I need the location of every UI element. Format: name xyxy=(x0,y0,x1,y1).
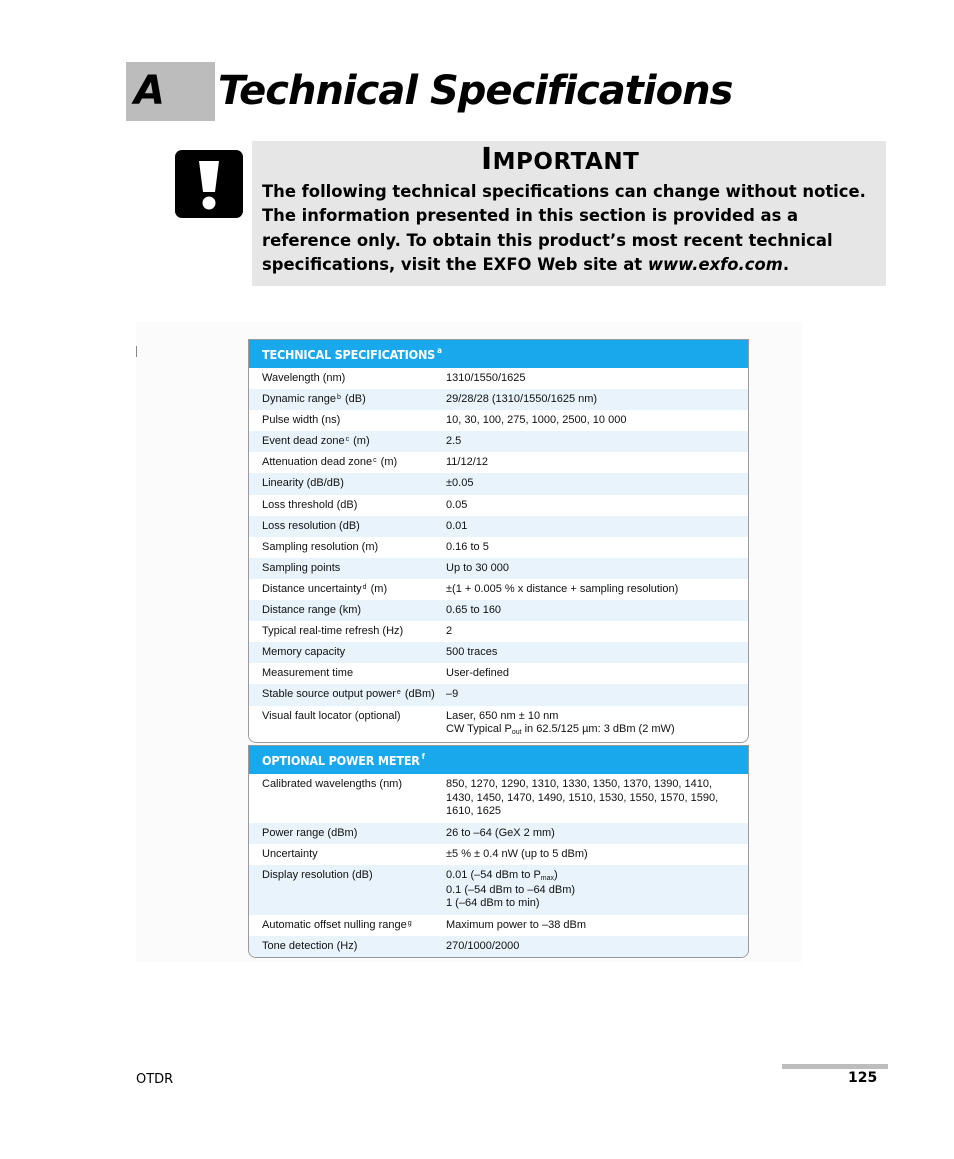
power-meter-table xyxy=(248,745,749,958)
spec-name xyxy=(249,642,446,663)
spec-value-line: Maximum power to –38 dBm xyxy=(446,919,586,931)
table-row xyxy=(249,936,748,957)
spec-name xyxy=(249,368,446,389)
spec-value xyxy=(446,823,748,844)
spec-value xyxy=(446,706,748,742)
spec-name-text: Distance range (km) xyxy=(262,604,362,617)
spec-name xyxy=(249,431,446,452)
power-meter-header: OPTIONAL POWER METER $^f$ xyxy=(249,746,748,774)
footnote-marker: g xyxy=(407,920,412,927)
spec-value: User-defined xyxy=(446,667,509,680)
spec-value: 2 xyxy=(446,625,453,638)
spec-value-line: 270/1000/2000 xyxy=(446,940,520,952)
spec-name-suffix: (m) xyxy=(377,456,398,469)
spec-name-text: Loss threshold (dB) xyxy=(262,498,358,511)
spec-name-text: Sampling resolution (m) xyxy=(262,540,379,553)
chapter-title: Technical Specifications xyxy=(218,68,733,114)
spec-value: 10, 30, 100, 275, 1000, 2500, 10 000 xyxy=(446,414,627,427)
spec-name-text: Power range (dBm) xyxy=(262,827,358,839)
footer-rule xyxy=(782,1064,888,1069)
spec-value xyxy=(446,774,748,823)
spec-name: Visual fault locator (optional) xyxy=(262,709,401,722)
important-heading: IMPORTANT xyxy=(481,142,640,177)
table-row xyxy=(249,389,748,410)
spec-value: 29/28/28 (1310/1550/1625 nm) xyxy=(446,393,598,406)
spec-name-text: Tone detection (Hz) xyxy=(262,940,358,952)
table-row xyxy=(249,516,748,537)
footnote-marker: d xyxy=(362,583,367,591)
footnote-marker: e xyxy=(396,689,401,697)
spec-value-line: 850, 1270, 1290, 1310, 1330, 1350, 1370, 1390, 1410, xyxy=(446,778,713,790)
spec-name xyxy=(249,558,446,579)
spec-name-suffix: (m) xyxy=(367,582,388,595)
table-row xyxy=(249,915,748,936)
footnote-marker: b xyxy=(336,394,341,402)
spec-name xyxy=(249,495,446,516)
spec-value-line xyxy=(446,723,742,738)
table-row xyxy=(249,844,748,865)
spec-name xyxy=(249,844,446,865)
spec-name-suffix: (m) xyxy=(350,435,370,448)
chapter-letter: A xyxy=(134,68,165,114)
table-row xyxy=(249,706,748,742)
spec-name-text: Sampling points xyxy=(262,561,341,574)
spec-name xyxy=(249,915,446,936)
table-row xyxy=(249,621,748,642)
table-row xyxy=(249,558,748,579)
spec-value: 500 traces xyxy=(446,646,498,659)
spec-name-text: Automatic offset nulling range xyxy=(262,919,407,931)
spec-value: ±(1 + 0.005 % x distance + sampling resolution) xyxy=(446,582,679,595)
spec-name-text: Event dead zone xyxy=(262,435,345,448)
spec-name-text: Typical real-time refresh (Hz) xyxy=(262,625,404,638)
spec-name-text: Uncertainty xyxy=(262,848,318,860)
table-row xyxy=(249,579,748,600)
spec-value-line: 1430, 1450, 1470, 1490, 1510, 1530, 1550, 1570, 1590, xyxy=(446,791,719,804)
table-row xyxy=(249,537,748,558)
spec-name-text: Distance uncertainty xyxy=(262,582,362,595)
table-row xyxy=(249,431,748,452)
exfo-website-link[interactable]: www.exfo.com xyxy=(647,254,783,274)
page-number: 125 xyxy=(848,1070,878,1086)
spec-name xyxy=(249,621,446,642)
technical-specifications-rows xyxy=(249,368,748,742)
spec-name xyxy=(249,410,446,431)
table-row xyxy=(249,600,748,621)
footer-product: OTDR xyxy=(136,1072,174,1087)
table-row xyxy=(249,823,748,844)
spec-name xyxy=(249,600,446,621)
spec-value xyxy=(446,936,748,957)
spec-value: ±0.05 xyxy=(446,477,474,490)
table-row xyxy=(249,774,748,823)
spec-value: –9 xyxy=(446,688,459,701)
spec-name xyxy=(249,774,446,823)
spec-value: 1310/1550/1625 xyxy=(446,372,526,384)
spec-name-text: Stable source output power xyxy=(262,688,396,701)
spec-name xyxy=(249,516,446,537)
spec-value: 0.01 xyxy=(446,519,468,532)
text: CW Typical P xyxy=(446,723,512,735)
spec-value: Up to 30 000 xyxy=(446,561,509,574)
spec-value-line: ±5 % ± 0.4 nW (up to 5 dBm) xyxy=(446,848,588,860)
spec-value: 0.16 to 5 xyxy=(446,540,489,553)
subscript: max xyxy=(540,875,555,882)
spec-name-text: Measurement time xyxy=(262,667,354,680)
spec-value: 11/12/12 xyxy=(446,456,489,469)
spec-value: 0.05 xyxy=(446,498,468,511)
spec-name: Display resolution (dB) xyxy=(262,869,373,881)
spec-value-line: 1 (–64 dBm to min) xyxy=(446,897,540,909)
table-row xyxy=(249,368,748,389)
footnote-marker: c xyxy=(345,436,350,444)
spec-name xyxy=(249,684,446,705)
spec-value xyxy=(446,844,748,865)
power-meter-rows xyxy=(249,774,748,957)
spec-value-line: Laser, 650 nm ± 10 nm xyxy=(446,709,559,722)
margin-mark xyxy=(136,346,137,357)
table-row xyxy=(249,410,748,431)
technical-specifications-header: TECHNICAL SPECIFICATIONS $^a$ xyxy=(249,340,748,368)
spec-value: 0.65 to 160 xyxy=(446,604,502,617)
spec-name-text: Calibrated wavelengths (nm) xyxy=(262,778,403,790)
text: in 62.5/125 µm: 3 dBm (2 mW) xyxy=(521,723,675,735)
table-row xyxy=(249,642,748,663)
technical-specifications-table xyxy=(248,339,749,743)
spec-name xyxy=(249,823,446,844)
spec-name xyxy=(249,663,446,684)
table-row xyxy=(249,473,748,494)
spec-name xyxy=(249,473,446,494)
spec-value: 2.5 xyxy=(446,435,462,448)
table-row xyxy=(249,663,748,684)
table-row xyxy=(249,684,748,705)
spec-name xyxy=(249,389,446,410)
spec-name-text: Attenuation dead zone xyxy=(262,456,373,469)
subscript: out xyxy=(511,729,522,736)
spec-name-text: Pulse width (ns) xyxy=(262,414,341,427)
spec-value-line: 1610, 1625 xyxy=(446,805,502,817)
spec-value-line: 0.1 (–54 dBm to –64 dBm) xyxy=(446,883,576,896)
spec-name-text: Linearity (dB/dB) xyxy=(262,477,344,490)
footnote-marker: c xyxy=(373,457,377,465)
spec-name xyxy=(249,579,446,600)
text: 0.01 (–54 dBm to P xyxy=(446,869,541,881)
spec-name-suffix: (dBm) xyxy=(401,688,435,701)
spec-name-text: Loss resolution (dB) xyxy=(262,519,360,532)
spec-name-text: Memory capacity xyxy=(262,646,346,659)
spec-name xyxy=(249,537,446,558)
spec-name-suffix: (dB) xyxy=(341,393,366,406)
spec-name xyxy=(249,936,446,957)
important-text: The following technical specifications can change without notice. The information presented in this section is provided as a reference only. To obtain this product’s most recent technical specifications, visit the EXFO Web site at www.exfo.com. xyxy=(262,182,866,274)
spec-name-text: Wavelength (nm) xyxy=(262,372,346,384)
spec-value-line xyxy=(446,869,742,884)
text: ) xyxy=(554,869,558,881)
spec-value xyxy=(446,915,748,936)
spec-name xyxy=(249,452,446,473)
table-row xyxy=(249,452,748,473)
table-row xyxy=(249,865,748,915)
exclamation-icon xyxy=(175,150,243,218)
table-row xyxy=(249,495,748,516)
spec-value-line: 26 to –64 (GeX 2 mm) xyxy=(446,827,555,839)
spec-value xyxy=(446,865,748,915)
spec-name-text: Dynamic range xyxy=(262,393,336,406)
